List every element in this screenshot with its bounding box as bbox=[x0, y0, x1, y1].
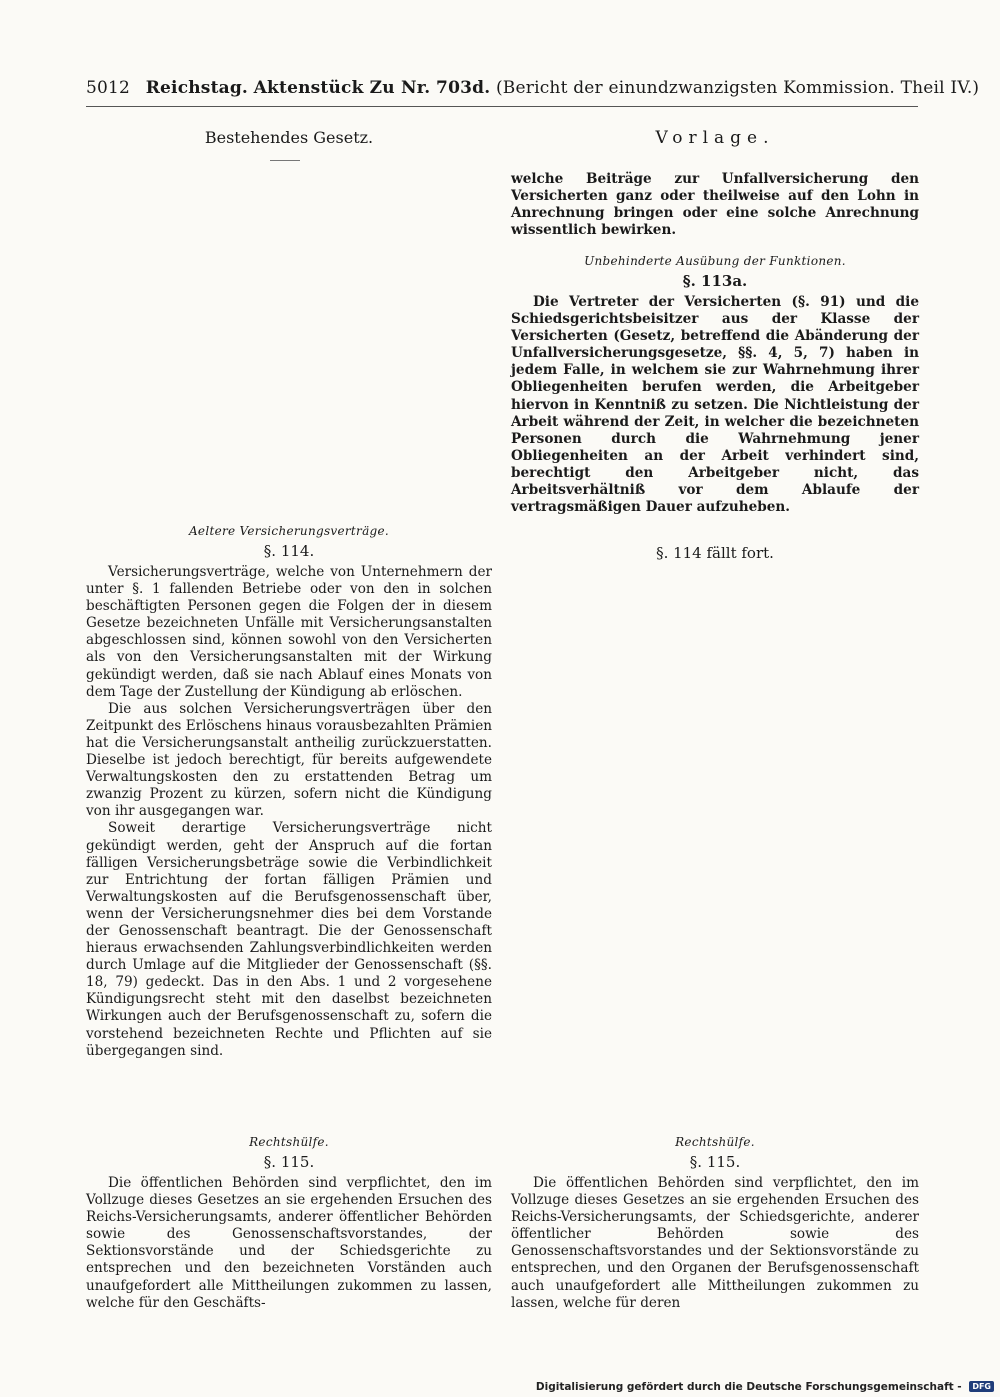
right-s115-title: Rechtshülfe. bbox=[675, 1135, 755, 1149]
right-section-113a bbox=[511, 254, 919, 516]
dfg-logo: DFG bbox=[969, 1381, 994, 1392]
left-column-heading-block bbox=[86, 128, 492, 147]
header-rule bbox=[86, 106, 918, 107]
right-intro-block bbox=[511, 171, 919, 239]
left-s115-title: Rechtshülfe. bbox=[249, 1135, 329, 1149]
right-s113a-paragraph: Die Vertreter der Versicherten (§. 91) und die Schiedsgerichtsbeisitzer aus der Klasse der Versicherten (Gesetz, betreffend die Abänderung der Unfallversicherungsgesetze, §§. 4, 5, 7) haben in jedem Falle, in welchem sie zur Wahrnehmung ihrer Obliegenheiten berufen werden, die Arbeitgeber hiervon in Kenntniß zu setzen. Die Nichtleistung der Arbeit während der Zeit, in welcher die bezeichneten Personen durch die Wahrnehmung jener Obliegenheiten an der Arbeit verhindert sind, berechtigt den Arbeitgeber nicht, das Arbeitsverhältniß vor dem Ablaufe der vertragsmäßigen Dauer aufzuheben. bbox=[511, 294, 919, 516]
footer-text: Digitalisierung gefördert durch die Deutsche Forschungsgemeinschaft - bbox=[535, 1381, 962, 1393]
header-document-number: 703d. bbox=[436, 78, 491, 98]
right-intro-text bbox=[511, 171, 919, 239]
left-section-115 bbox=[86, 1135, 492, 1312]
right-section-114 bbox=[511, 540, 919, 566]
left-s114-paragraph-1: Versicherungsverträge, welche von Unternehmern der unter §. 1 fallenden Betriebe oder von den in solchen beschäftigten Personen gegen die Folgen der in diesem Gesetze bezeichneten Unfälle mit Versicherungsanstalten abgeschlossen sind, können sowohl von den Versicherten als von den Versicherungsanstalten mit der Wirkung gekündigt werden, daß sie nach Ablauf eines Monats von dem Tage der Zustellung der Kündigung ab erlöschen. bbox=[86, 564, 492, 700]
right-s114-note: §. 114 fällt fort. bbox=[656, 544, 774, 562]
digitization-footer bbox=[536, 1381, 994, 1393]
right-section-115 bbox=[511, 1135, 919, 1312]
right-s113a-body bbox=[511, 294, 919, 516]
header-title-reichstag: Reichstag. bbox=[145, 78, 249, 98]
left-s114-body bbox=[86, 564, 492, 1060]
page-number: 5012 bbox=[86, 78, 131, 98]
left-s115-number: §. 115. bbox=[263, 1153, 315, 1171]
left-s114-title: Aeltere Versicherungsverträge. bbox=[188, 524, 390, 538]
right-column-heading-block bbox=[511, 128, 919, 148]
left-section-114 bbox=[86, 524, 492, 1060]
right-intro-paragraph: welche Beiträge zur Unfallversicherung den Versicherten ganz oder theilweise auf den Lohn in Anrechnung bringen oder eine solche Anrechnung wissentlich bewirken. bbox=[511, 171, 919, 239]
running-header bbox=[86, 78, 980, 104]
right-s115-body bbox=[511, 1175, 919, 1312]
right-column-heading: Vorlage. bbox=[655, 128, 775, 148]
left-s115-body bbox=[86, 1175, 492, 1312]
column-separator-dash bbox=[270, 160, 300, 161]
right-s115-paragraph: Die öffentlichen Behörden sind verpflichtet, den im Vollzuge dieses Gesetzes an sie ergehenden Ersuchen des Reichs-Versicherungsamts, der Schiedsgerichte, anderer öffentlicher Behörden sowie des Genossenschaftsvorstandes und der Sektionsvorstände zu entsprechen, und den Organen der Berufsgenossenschaft auch unaufgefordert alle Mittheilungen zukommen zu lassen, welche für deren bbox=[511, 1175, 919, 1311]
header-title-aktenstueck: Aktenstück Zu Nr. bbox=[253, 78, 431, 98]
header-subtitle: (Bericht der einundzwanzigsten Kommission. Theil IV.) bbox=[495, 78, 980, 98]
left-s115-paragraph: Die öffentlichen Behörden sind verpflichtet, den im Vollzuge dieses Gesetzes an sie ergehenden Ersuchen des Reichs-Versicherungsamts, anderer öffentlicher Behörden sowie des Genossenschaftsvorstandes, der Sektionsvorstände und der Schiedsgerichte zu entsprechen und den bezeichneten Vorständen auch unaufgefordert alle Mittheilungen zukommen zu lassen, welche für den Geschäfts- bbox=[86, 1175, 492, 1311]
left-s114-number: §. 114. bbox=[263, 542, 315, 560]
left-s114-paragraph-3: Soweit derartige Versicherungsverträge nicht gekündigt werden, geht der Anspruch auf die fortan fälligen Versicherungsbeträge sowie die Verbindlichkeit zur Entrichtung der fortan fälligen Prämien und Verwaltungskosten auf die Berufsgenossenschaft über, wenn der Versicherungsnehmer dies bei dem Vorstande der Genossenschaft beantragt. Die der Genossenschaft hieraus erwachsenden Zahlungsverbindlichkeiten werden durch Umlage auf die Mitglieder der Genossenschaft (§§. 18, 79) gedeckt. Das in den Abs. 1 und 2 vorgesehene Kündigungsrecht steht mit den daselbst bezeichneten Wirkungen auch der Berufsgenossenschaft zu, sofern die vorstehend bezeichneten Rechte und Pflichten auf sie übergegangen sind. bbox=[86, 820, 492, 1059]
right-s115-number: §. 115. bbox=[689, 1153, 741, 1171]
right-s113a-number: §. 113a. bbox=[682, 272, 748, 290]
left-s114-paragraph-2: Die aus solchen Versicherungsverträgen über den Zeitpunkt des Erlöschens hinaus vorausbezahlten Prämien hat die Versicherungsanstalt antheilig zurückzuerstatten. Dieselbe ist jedoch berechtigt, für bereits aufgewendete Verwaltungskosten den zu erstattenden Betrag um zwanzig Prozent zu kürzen, sofern nicht die Kündigung von ihr ausgegangen war. bbox=[86, 700, 492, 820]
right-s113a-title: Unbehinderte Ausübung der Funktionen. bbox=[584, 254, 846, 268]
left-column-heading: Bestehendes Gesetz. bbox=[204, 128, 374, 147]
